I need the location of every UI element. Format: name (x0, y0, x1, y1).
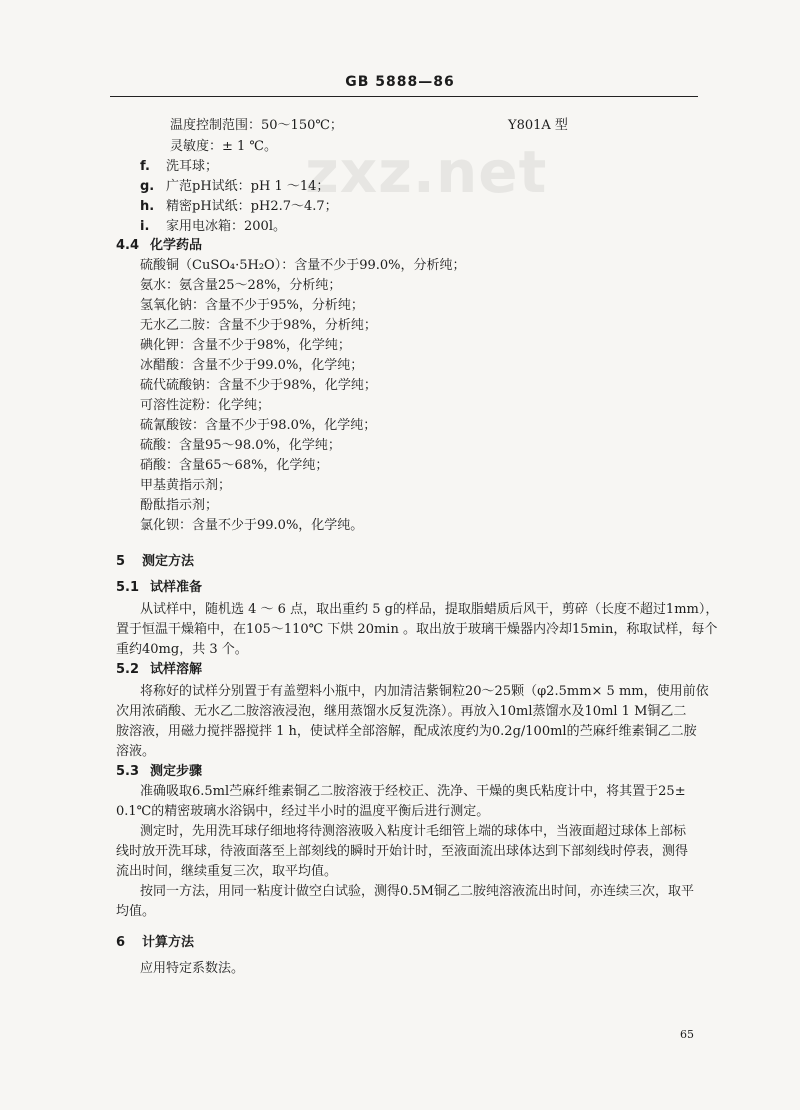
equipment-item (140, 198, 338, 216)
section-heading-5-1 (116, 579, 202, 597)
chemical-item: 氨水：氨含量25～28%，分析纯； (140, 278, 342, 293)
paragraph-line: 0.1℃的精密玻璃水浴锅中，经过半小时的温度平衡后进行测定。 (116, 804, 490, 819)
page-number: 65 (680, 1028, 694, 1041)
chemical-item: 硫代硫酸钠：含量不少于98%，化学纯； (140, 378, 377, 393)
standard-header: GB 5888—86 (345, 74, 455, 90)
section-number: 5.3 (116, 764, 140, 779)
section-heading-5 (116, 553, 194, 571)
section-title: 计算方法 (142, 935, 195, 950)
model-label: Y801A 型 (508, 118, 568, 133)
section-number: 5.2 (116, 662, 140, 677)
section-heading-6 (116, 934, 194, 952)
section-number: 5 (116, 554, 126, 569)
item-letter: g. (140, 179, 155, 194)
paragraph-line: 均值。 (116, 904, 156, 919)
section-heading-4-4 (116, 237, 202, 255)
equipment-item (140, 158, 218, 176)
chemical-item: 硝酸：含量65～68%，化学纯； (140, 458, 329, 473)
temp-range-line: 温度控制范围：50～150℃； (170, 118, 343, 133)
paragraph-line: 重约40mg，共 3 个。 (116, 642, 248, 657)
paragraph-line: 应用特定系数法。 (140, 961, 245, 976)
chemical-item: 无水乙二胺：含量不少于98%，分析纯； (140, 318, 377, 333)
paragraph-line: 线时放开洗耳球，待液面落至上部刻线的瞬时开始计时，至液面流出球体达到下部刻线时停表，测得 (116, 844, 689, 859)
equipment-item (140, 218, 286, 236)
paragraph-line: 按同一方法，用同一粘度计做空白试验，测得0.5M铜乙二胺纯溶液流出时间，亦连续三次，取平 (140, 884, 694, 899)
item-text: 精密pH试纸：pH2.7～4.7； (166, 199, 338, 214)
section-heading-5-2 (116, 661, 202, 679)
section-number: 6 (116, 935, 126, 950)
chemical-item: 硫酸：含量95～98.0%，化学纯； (140, 438, 341, 453)
paragraph-line: 将称好的试样分别置于有盖塑料小瓶中，内加清洁紫铜粒20～25颗（φ2.5mm× 5 mm，使用前依 (140, 684, 709, 699)
chemical-item: 硫氰酸铵：含量不少于98.0%，化学纯； (140, 418, 377, 433)
chemical-item: 氯化钡：含量不少于99.0%，化学纯。 (140, 518, 364, 533)
header-rule (110, 96, 698, 97)
section-title: 化学药品 (150, 238, 203, 253)
section-number: 5.1 (116, 580, 140, 595)
section-number: 4.4 (116, 238, 140, 253)
paragraph-line: 测定时，先用洗耳球仔细地将待测溶液吸入粘度计毛细管上端的球体中，当液面超过球体上部标 (140, 824, 687, 839)
item-letter: i. (140, 219, 150, 234)
chemical-item: 甲基黄指示剂； (140, 478, 232, 493)
item-letter: h. (140, 199, 155, 214)
sensitivity-line: 灵敏度：± 1 ℃。 (170, 139, 277, 154)
chemical-item: 可溶性淀粉：化学纯； (140, 398, 271, 413)
item-text: 广范pH试纸：pH 1 ～14； (166, 179, 330, 194)
section-title: 测定方法 (142, 554, 195, 569)
item-letter: f. (140, 159, 150, 174)
chemical-item: 冰醋酸：含量不少于99.0%，化学纯； (140, 358, 364, 373)
paragraph-line: 从试样中，随机选 4 ～ 6 点，取出重约 5 g的样品，提取脂蜡质后风干，剪碎（长度不超过1mm）， (140, 602, 719, 617)
chemical-item: 硫酸铜（CuSO₄·5H₂O）：含量不少于99.0%，分析纯； (140, 258, 466, 273)
paragraph-line: 次用浓硝酸、无水乙二胺溶液浸泡，继用蒸馏水反复洗涤）。再放入10ml蒸馏水及10ml 1 M铜乙二 (116, 704, 687, 719)
section-heading-5-3 (116, 763, 202, 781)
paragraph-line: 胺溶液，用磁力搅拌器搅拌 1 h，使试样全部溶解，配成浓度约为0.2g/100ml的苎麻纤维素铜乙二胺 (116, 724, 697, 739)
chemical-item: 氢氧化钠：含量不少于95%，分析纯； (140, 298, 364, 313)
paragraph-line: 溶液。 (116, 744, 156, 759)
section-title: 测定步骤 (150, 764, 203, 779)
paragraph-line: 准确吸取6.5ml苎麻纤维素铜乙二胺溶液于经校正、洗净、干燥的奥氏粘度计中，将其置于25± (140, 784, 686, 799)
equipment-item (140, 178, 329, 196)
watermark-text: zxz.net (305, 138, 548, 206)
item-text: 洗耳球； (166, 159, 219, 174)
chemical-item: 酚酞指示剂； (140, 498, 219, 513)
item-text: 家用电冰箱：200l。 (166, 219, 286, 234)
section-title: 试样准备 (150, 580, 203, 595)
section-title: 试样溶解 (150, 662, 203, 677)
chemical-item: 碘化钾：含量不少于98%，化学纯； (140, 338, 351, 353)
paragraph-line: 置于恒温干燥箱中，在105～110℃ 下烘 20min 。取出放于玻璃干燥器内冷却15min，称取试样，每个 (116, 622, 718, 637)
paragraph-line: 流出时间，继续重复三次，取平均值。 (116, 864, 338, 879)
